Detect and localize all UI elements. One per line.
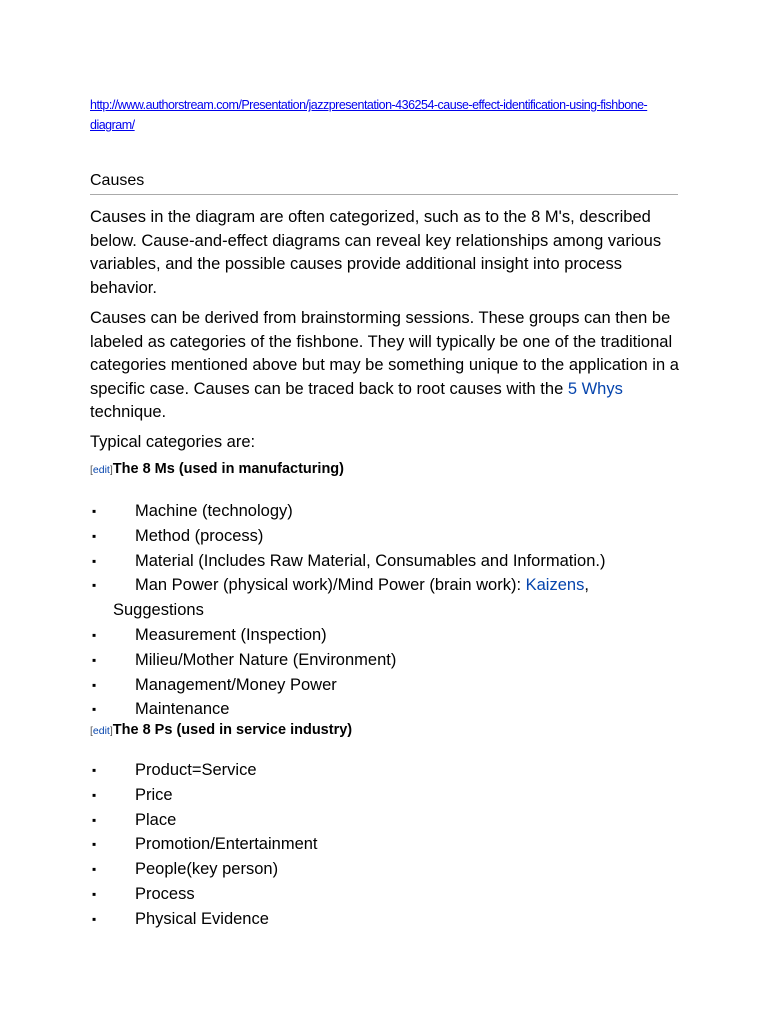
list-item <box>90 524 690 549</box>
paragraph-2 <box>90 307 690 425</box>
kaizens-link[interactable]: Kaizens <box>525 576 585 595</box>
bullet-icon: ▪ <box>92 787 97 802</box>
paragraph-3: Typical categories are: <box>90 433 256 451</box>
bullet-icon: ▪ <box>92 553 97 568</box>
list-item <box>90 857 690 882</box>
bullet-icon: ▪ <box>92 812 97 827</box>
list-item-comma: , <box>584 576 589 595</box>
list-item-text: Machine (technology) <box>135 502 293 520</box>
list-item-text: Management/Money Power <box>135 675 337 694</box>
ms-section-title: The 8 Ms (used in manufacturing) <box>112 461 344 477</box>
bullet-icon: ▪ <box>92 504 97 518</box>
ms-list <box>90 499 690 722</box>
bullet-icon: ▪ <box>92 528 97 543</box>
bullet-icon: ▪ <box>92 627 97 642</box>
list-item <box>90 758 690 783</box>
bullet-icon: ▪ <box>92 652 97 667</box>
bullet-icon: ▪ <box>92 677 97 692</box>
ps-section-heading <box>90 720 352 741</box>
paragraph-1: Causes in the diagram are often categorized, such as to the 8 M's, described below. Cause-and-effect diagrams can reveal key relationships among various variables, and the possible causes provide additional insight into process behavior. <box>90 208 662 297</box>
list-item <box>90 832 690 857</box>
list-item <box>90 808 690 833</box>
edit-link[interactable]: edit <box>92 464 110 476</box>
edit-bracket-open: [ <box>90 725 93 737</box>
list-item <box>90 499 690 524</box>
source-url-link[interactable]: http://www.authorstream.com/Presentation/jazzpresentation-436254-cause-effect-identification-using-fishbone-diagram/ <box>90 98 648 132</box>
bullet-icon: ▪ <box>92 763 97 777</box>
list-item-text: Process <box>135 884 195 903</box>
list-item-text: Material (Includes Raw Material, Consumables and Information.) <box>135 551 606 570</box>
list-item <box>90 573 690 623</box>
list-item-text: Promotion/Entertainment <box>135 835 318 854</box>
list-item-text: Place <box>135 810 177 829</box>
paragraph-2-text: Causes can be derived from brainstorming sessions. These groups can then be labeled as categories of the fishbone. They will typically be one of the traditional categories mentioned above but may be something unique to the application in a specific case. Causes can be traced back to root causes with the <box>90 309 679 398</box>
list-item-text: Physical Evidence <box>135 909 269 928</box>
five-whys-link[interactable]: 5 Whys <box>567 379 623 398</box>
edit-bracket-close: ] <box>109 464 113 476</box>
list-item <box>90 623 690 648</box>
bullet-icon: ▪ <box>92 578 97 593</box>
list-item <box>90 549 690 574</box>
list-item-text: Price <box>135 785 173 804</box>
list-item-text: Milieu/Mother Nature (Environment) <box>135 650 397 669</box>
list-item-text: Product=Service <box>135 761 257 779</box>
list-item-text: Measurement (Inspection) <box>135 625 327 644</box>
bullet-icon: ▪ <box>92 886 97 901</box>
list-item-text: Man Power (physical work)/Mind Power (brain work): <box>135 576 526 595</box>
list-item <box>90 648 690 673</box>
ms-section-heading <box>90 459 344 480</box>
ps-section-title: The 8 Ps (used in service industry) <box>112 722 353 738</box>
bullet-icon: ▪ <box>92 911 97 926</box>
section-heading: Causes <box>90 172 145 189</box>
edit-link[interactable]: edit <box>92 725 110 737</box>
list-item <box>90 882 690 907</box>
bullet-icon: ▪ <box>92 862 97 877</box>
list-item-text: Maintenance <box>135 700 230 719</box>
list-item-text: People(key person) <box>135 860 279 879</box>
edit-bracket-open: [ <box>90 464 93 476</box>
list-item <box>90 697 690 722</box>
paragraph-2-tail: technique. <box>90 403 167 421</box>
heading-divider <box>90 194 678 195</box>
list-item <box>90 783 690 808</box>
edit-bracket-close: ] <box>109 725 113 737</box>
bullet-icon: ▪ <box>92 702 97 717</box>
bullet-icon: ▪ <box>92 837 97 852</box>
list-item <box>90 673 690 698</box>
ps-list <box>90 758 690 932</box>
list-item <box>90 907 690 932</box>
list-item-continuation: Suggestions <box>113 601 204 620</box>
list-item-text: Method (process) <box>135 526 264 545</box>
